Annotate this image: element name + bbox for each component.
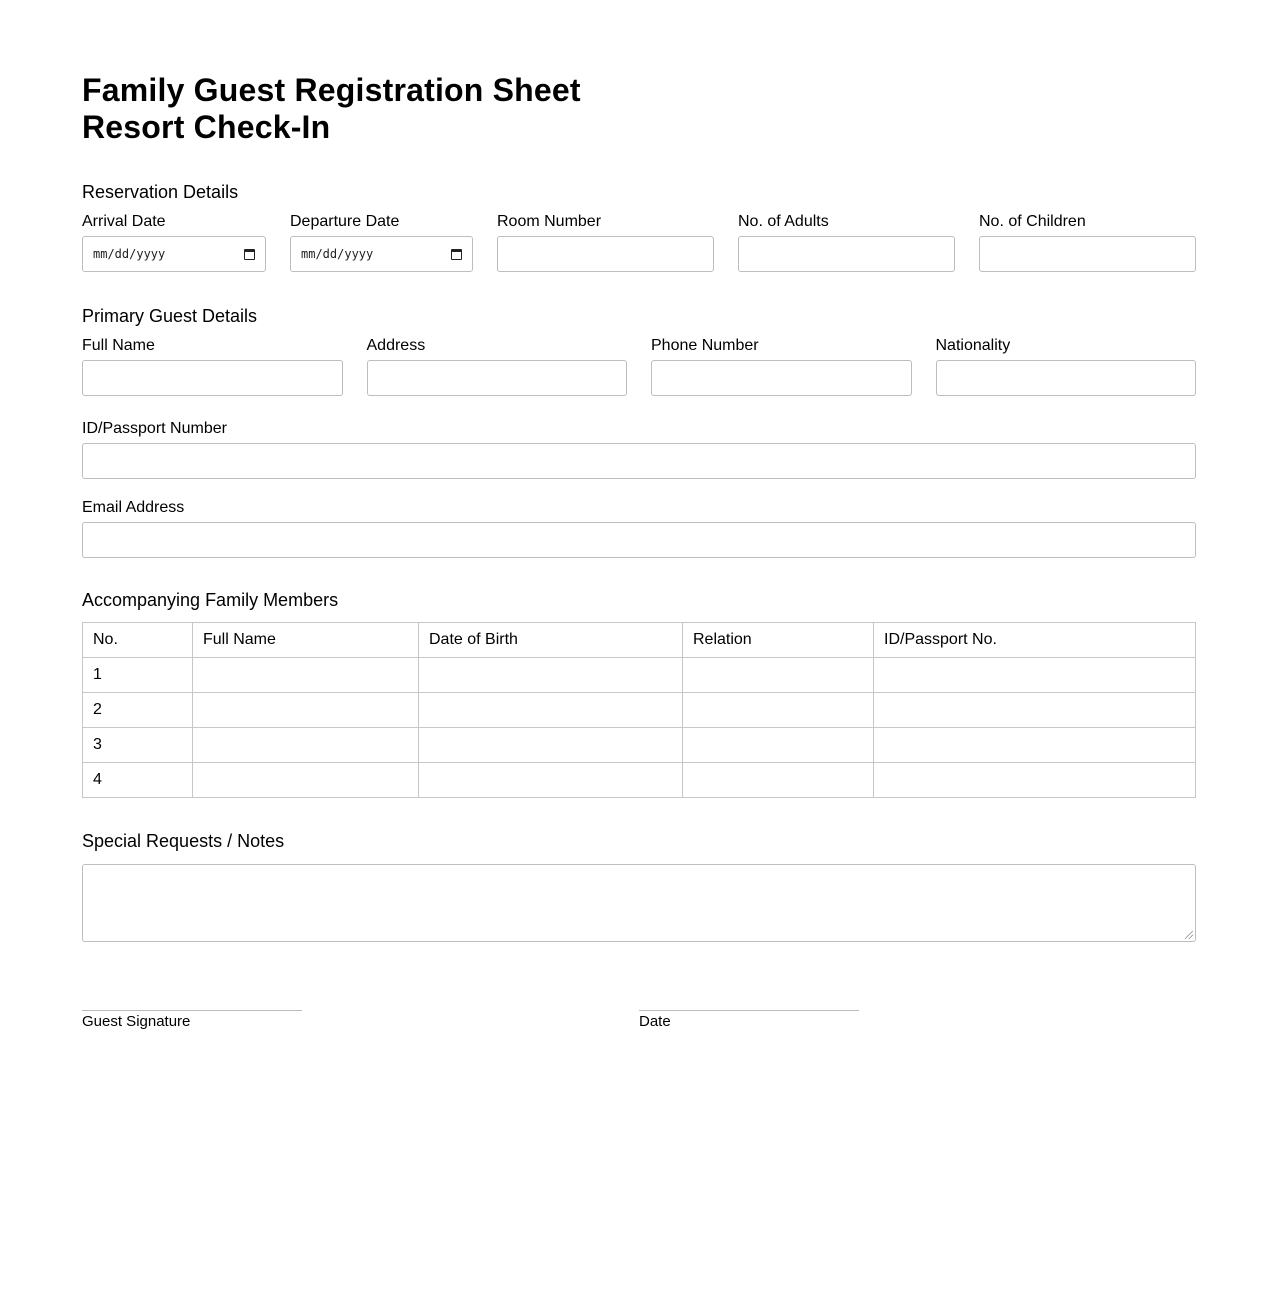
full-name-input[interactable] <box>82 360 343 396</box>
reservation-fields-row <box>82 212 1196 272</box>
family-heading: Accompanying Family Members <box>82 590 339 610</box>
email-label: Email Address <box>82 499 185 516</box>
cell-full-name[interactable] <box>193 693 419 728</box>
guest-signature-block <box>82 1010 639 1031</box>
date-signature-label: Date <box>639 1013 671 1030</box>
cell-full-name[interactable] <box>193 728 419 763</box>
row-number: 2 <box>83 693 193 728</box>
cell-dob[interactable] <box>419 728 683 763</box>
email-input[interactable] <box>82 522 1196 558</box>
arrival-date-placeholder: mm/dd/yyyy <box>93 247 166 261</box>
row-number: 3 <box>83 728 193 763</box>
id-passport-group <box>82 419 1196 479</box>
children-label: No. of Children <box>979 213 1086 230</box>
col-header-full-name: Full Name <box>193 623 419 658</box>
reservation-section <box>82 181 1196 272</box>
primary-guest-heading: Primary Guest Details <box>82 306 258 326</box>
notes-heading: Special Requests / Notes <box>82 831 285 851</box>
departure-date-group <box>290 212 473 272</box>
family-section <box>82 589 1196 798</box>
primary-fields-row <box>82 336 1196 396</box>
children-group <box>979 212 1196 272</box>
reservation-heading: Reservation Details <box>82 182 239 202</box>
cell-id-passport[interactable] <box>874 763 1196 798</box>
date-signature-line[interactable] <box>639 1010 859 1011</box>
nationality-group <box>936 336 1197 396</box>
departure-date-input[interactable] <box>290 236 473 272</box>
primary-guest-section <box>82 305 1196 558</box>
family-table <box>82 622 1196 798</box>
room-number-input[interactable] <box>497 236 714 272</box>
cell-relation[interactable] <box>683 693 874 728</box>
cell-full-name[interactable] <box>193 658 419 693</box>
adults-label: No. of Adults <box>738 213 829 230</box>
arrival-date-label: Arrival Date <box>82 213 166 230</box>
cell-dob[interactable] <box>419 658 683 693</box>
adults-input[interactable] <box>738 236 955 272</box>
guest-signature-label: Guest Signature <box>82 1013 191 1030</box>
nationality-input[interactable] <box>936 360 1197 396</box>
calendar-icon[interactable] <box>451 249 462 260</box>
signature-row <box>82 1010 1196 1031</box>
col-header-relation: Relation <box>683 623 874 658</box>
cell-dob[interactable] <box>419 693 683 728</box>
notes-section <box>82 830 1196 942</box>
cell-id-passport[interactable] <box>874 658 1196 693</box>
cell-id-passport[interactable] <box>874 693 1196 728</box>
departure-date-label: Departure Date <box>290 213 400 230</box>
id-passport-label: ID/Passport Number <box>82 420 227 437</box>
calendar-icon[interactable] <box>244 249 255 260</box>
address-label: Address <box>366 337 426 354</box>
cell-relation[interactable] <box>683 763 874 798</box>
col-header-no: No. <box>83 623 193 658</box>
row-number: 4 <box>83 763 193 798</box>
cell-id-passport[interactable] <box>874 728 1196 763</box>
table-row <box>83 728 1196 763</box>
phone-label: Phone Number <box>651 337 759 354</box>
title-line-2: Resort Check-In <box>82 109 331 145</box>
title-line-1: Family Guest Registration Sheet <box>82 72 581 108</box>
table-row <box>83 658 1196 693</box>
date-signature-block <box>639 1010 1196 1031</box>
arrival-date-group <box>82 212 266 272</box>
adults-group <box>738 212 955 272</box>
table-header-row <box>83 623 1196 658</box>
cell-dob[interactable] <box>419 763 683 798</box>
nationality-label: Nationality <box>935 337 1011 354</box>
cell-full-name[interactable] <box>193 763 419 798</box>
cell-relation[interactable] <box>683 728 874 763</box>
email-group <box>82 498 1196 558</box>
phone-group <box>651 336 912 396</box>
departure-date-placeholder: mm/dd/yyyy <box>301 247 374 261</box>
id-passport-input[interactable] <box>82 443 1196 479</box>
guest-signature-line[interactable] <box>82 1010 302 1011</box>
page-title <box>82 72 1196 146</box>
address-input[interactable] <box>367 360 628 396</box>
table-row <box>83 693 1196 728</box>
row-number: 1 <box>83 658 193 693</box>
full-name-label: Full Name <box>82 337 155 354</box>
address-group <box>367 336 628 396</box>
arrival-date-input[interactable] <box>82 236 266 272</box>
children-input[interactable] <box>979 236 1196 272</box>
col-header-id-passport: ID/Passport No. <box>874 623 1196 658</box>
col-header-dob: Date of Birth <box>419 623 683 658</box>
room-number-label: Room Number <box>497 213 602 230</box>
resize-handle-icon[interactable] <box>1185 931 1193 939</box>
room-number-group <box>497 212 714 272</box>
cell-relation[interactable] <box>683 658 874 693</box>
notes-textarea[interactable] <box>82 864 1196 942</box>
full-name-group <box>82 336 343 396</box>
table-row <box>83 763 1196 798</box>
phone-input[interactable] <box>651 360 912 396</box>
